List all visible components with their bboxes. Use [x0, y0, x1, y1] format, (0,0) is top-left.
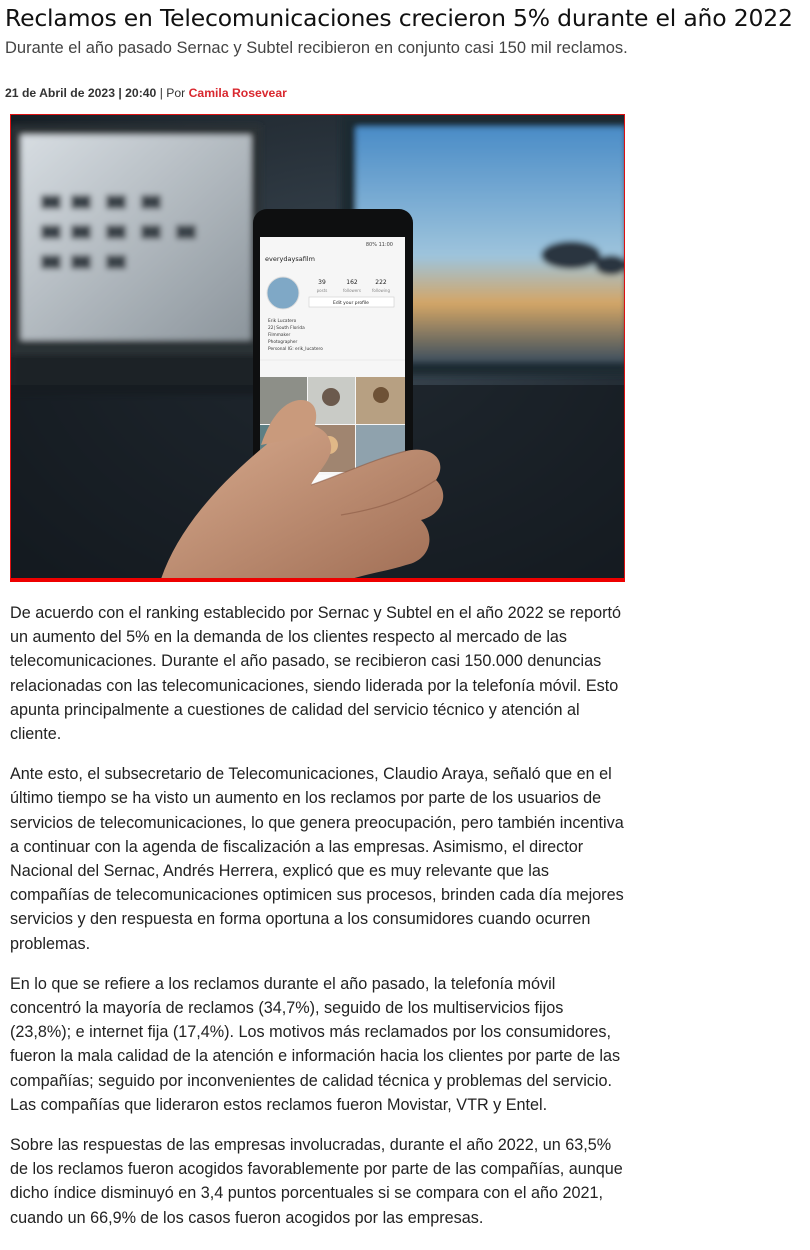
svg-text:Erik Lucatero: Erik Lucatero	[268, 319, 297, 324]
phone-status: 80% 11:00	[365, 242, 393, 248]
byline-prefix: | Por	[156, 86, 189, 100]
article-title: Reclamos en Telecomunicaciones crecieron 5% durante el año 2022	[5, 4, 793, 32]
article-body	[10, 601, 628, 1246]
profile-username: everydaysafilm	[265, 255, 315, 263]
svg-text:posts: posts	[316, 288, 328, 293]
svg-text:Edit your profile: Edit your profile	[333, 301, 369, 306]
svg-text:followers: followers	[343, 288, 361, 293]
svg-text:Personal IG: erik_lucatero: Personal IG: erik_lucatero	[268, 347, 323, 352]
article-time: 20:40	[125, 86, 157, 100]
article-meta	[5, 85, 287, 101]
author-link[interactable]: Camila Rosevear	[188, 86, 287, 100]
paragraph: De acuerdo con el ranking establecido por Sernac y Subtel en el año 2022 se reportó un aumento del 5% en la demanda de los clientes respecto al mercado de las telecomunicaciones. Durante el año pasado, se recibieron casi 150.000 denuncias relacionadas con las telecomunicaciones, siendo liderada por la telefonía móvil. Esto apunta principalmente a cuestiones de calidad del servicio técnico y atención al cliente.	[10, 604, 622, 744]
svg-text:162: 162	[346, 279, 358, 286]
article-date: 21 de Abril de 2023	[5, 86, 115, 100]
svg-text:222: 222	[375, 279, 387, 286]
svg-text:Photographer: Photographer	[268, 340, 298, 345]
paragraph: En lo que se refiere a los reclamos durante el año pasado, la telefonía móvil concentró la mayoría de reclamos (34,7%), seguido de los multiservicios fijos (23,8%); e internet fija (17,4%). Los motivos más reclamados por los consumidores, fueron la mala calidad de la atención e información hacia los clientes por parte de las compañías; seguido por inconvenientes de calidad técnica y problemas del servicio. Las compañías que lideraron estos reclamos fueron Movistar, VTR y Entel.	[10, 974, 621, 1114]
article-subtitle: Durante el año pasado Sernac y Subtel recibieron en conjunto casi 150 mil reclamos.	[5, 39, 628, 57]
svg-text:following: following	[372, 288, 390, 293]
svg-text:Filmmaker: Filmmaker	[268, 333, 291, 338]
left-monitor	[11, 125, 261, 395]
paragraph: Ante esto, el subsecretario de Telecomunicaciones, Claudio Araya, señaló que en el último tiempo se ha visto un aumento en los reclamos por parte de los usuarios de servicios de telecomunicaciones, lo que genera preocupación, pero también incentiva a continuar con la agenda de fiscalización a las empresas. Asimismo, el director Nacional del Sernac, Andrés Herrera, explicó que es muy relevante que las compañías de telecomunicaciones optimicen sus procesos, brinden cada día mejores servicios y den respuesta en forma oportuna a los consumidores cuando ocurren problemas.	[10, 765, 624, 953]
svg-text:39: 39	[318, 279, 326, 286]
meta-separator: |	[114, 86, 126, 100]
paragraph: Sobre las respuestas de las empresas involucradas, durante el año 2022, un 63,5% de los reclamos fueron acogidos favorablemente por parte de las compañías, aunque dicho índice disminuyó en 3,4 puntos porcentuales si se compara con el año 2021, cuando un 66,9% de los casos fueron acogidos por las empresas.	[10, 1136, 623, 1227]
article-photo	[10, 114, 625, 582]
svg-text:22| South Florida: 22| South Florida	[268, 326, 305, 331]
